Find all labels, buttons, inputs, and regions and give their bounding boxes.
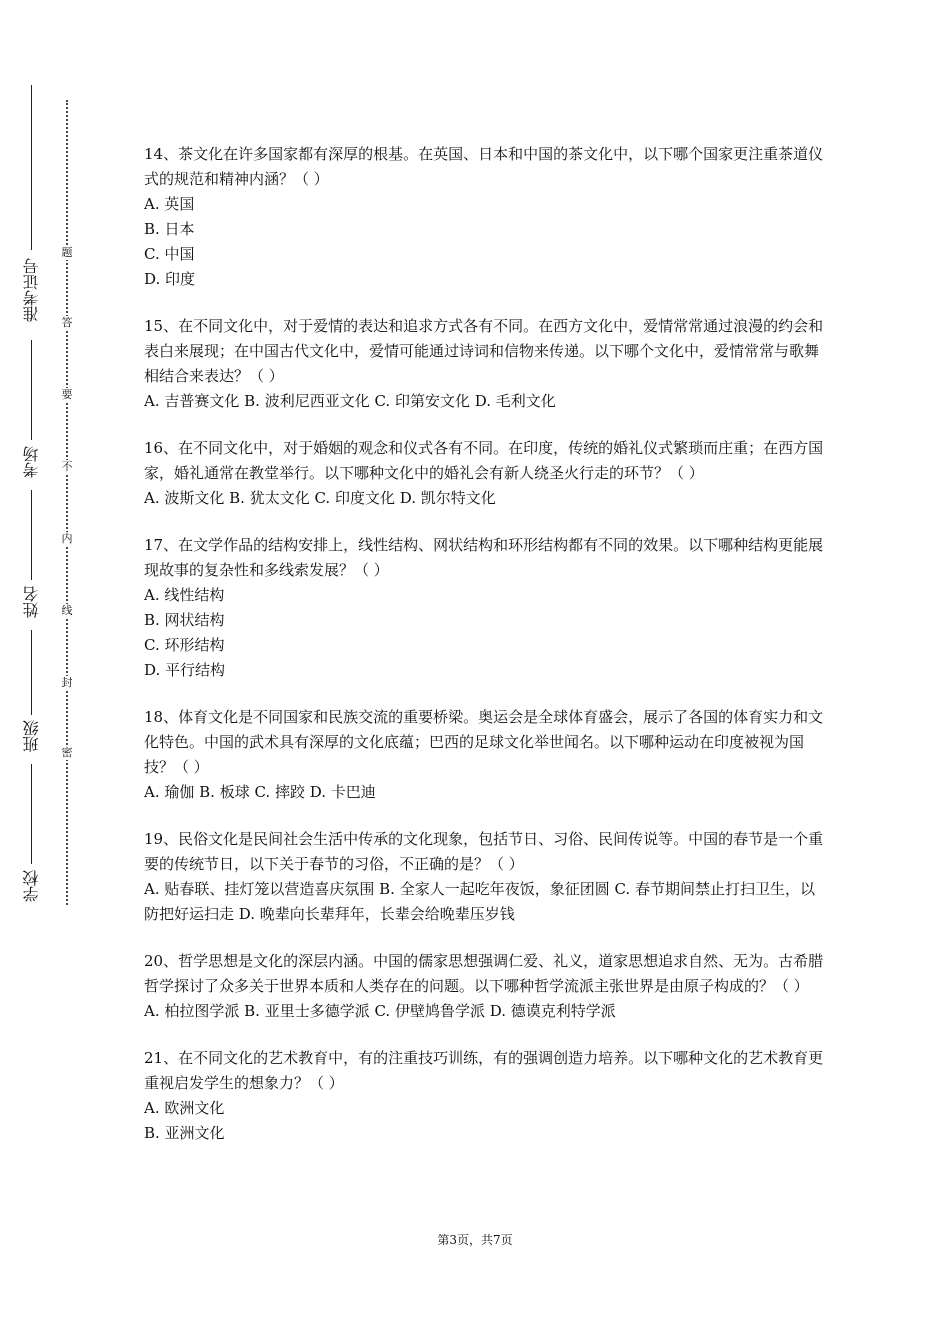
question-21 — [144, 1046, 824, 1146]
seal-char: 题 — [59, 246, 75, 260]
seal-dotted-line — [66, 100, 68, 905]
exam-id-label: 准考证号 — [22, 258, 41, 322]
question-18 — [144, 705, 824, 805]
exam-id-line — [31, 85, 32, 250]
option-a[interactable]: A. 英国 — [144, 195, 195, 213]
option-d[interactable]: D. 平行结构 — [144, 661, 226, 679]
option-b[interactable]: B. 日本 — [144, 220, 195, 238]
seal-char: 要 — [59, 388, 75, 402]
seal-char: 内 — [59, 532, 75, 546]
question-stem: 16、在不同文化中，对于婚姻的观念和仪式各有不同。在印度，传统的婚礼仪式繁琐而庄重；在西方国家，婚礼通常在教堂举行。以下哪种文化中的婚礼会有新人绕圣火行走的环节？（ ） — [144, 439, 824, 482]
options-inline[interactable]: A. 瑜伽 B. 板球 C. 摔跤 D. 卡巴迪 — [144, 783, 376, 801]
options-inline[interactable]: A. 波斯文化 B. 犹太文化 C. 印度文化 D. 凯尔特文化 — [144, 489, 496, 507]
option-a[interactable]: A. 线性结构 — [144, 586, 225, 604]
class-label: 班级 — [22, 720, 41, 752]
question-stem: 21、在不同文化的艺术教育中，有的注重技巧训练，有的强调创造力培养。以下哪种文化的艺术教育更重视启发学生的想象力？（ ） — [144, 1049, 824, 1092]
question-list — [144, 142, 824, 1168]
seal-char: 线 — [59, 604, 75, 618]
page-number: 第3页，共7页 — [437, 1233, 513, 1247]
option-c[interactable]: C. 环形结构 — [144, 636, 225, 654]
option-b[interactable]: B. 网状结构 — [144, 611, 225, 629]
room-label: 考场 — [22, 446, 41, 478]
seal-char: 密 — [59, 746, 75, 760]
question-stem: 14、茶文化在许多国家都有深厚的根基。在英国、日本和中国的茶文化中，以下哪个国家更注重茶道仪式的规范和精神内涵？（ ） — [144, 145, 824, 188]
options-inline[interactable]: A. 吉普赛文化 B. 波利尼西亚文化 C. 印第安文化 D. 毛利文化 — [144, 392, 556, 410]
option-d[interactable]: D. 印度 — [144, 270, 196, 288]
name-line — [31, 490, 32, 580]
question-stem: 20、哲学思想是文化的深层内涵。中国的儒家思想强调仁爱、礼义，道家思想追求自然、无为。古希腊哲学探讨了众多关于世界本质和人类存在的问题。以下哪种哲学流派主张世界是由原子构成的？（ ） — [144, 952, 824, 995]
option-a[interactable]: A. 欧洲文化 — [144, 1099, 225, 1117]
name-label: 姓名 — [22, 586, 41, 618]
option-b[interactable]: B. 亚洲文化 — [144, 1124, 225, 1142]
class-line — [31, 630, 32, 715]
question-stem: 19、民俗文化是民间社会生活中传承的文化现象，包括节日、习俗、民间传说等。中国的春节是一个重要的传统节日，以下关于春节的习俗，不正确的是？（ ） — [144, 830, 824, 873]
question-stem: 17、在文学作品的结构安排上，线性结构、网状结构和环形结构都有不同的效果。以下哪种结构更能展现故事的复杂性和多线索发展？（ ） — [144, 536, 824, 579]
option-c[interactable]: C. 中国 — [144, 245, 195, 263]
question-16 — [144, 436, 824, 511]
seal-char: 不 — [59, 460, 75, 474]
school-label: 学校 — [22, 870, 41, 902]
question-stem: 18、体育文化是不同国家和民族交流的重要桥梁。奥运会是全球体育盛会，展示了各国的体育实力和文化特色。中国的武术具有深厚的文化底蕴；巴西的足球文化举世闻名。以下哪种运动在印度被视为国技？（ ） — [144, 708, 824, 776]
question-15 — [144, 314, 824, 414]
options-inline[interactable]: A. 柏拉图学派 B. 亚里士多德学派 C. 伊壁鸠鲁学派 D. 德谟克利特学派 — [144, 1002, 616, 1020]
question-20 — [144, 949, 824, 1024]
seal-char: 封 — [59, 676, 75, 690]
room-line — [31, 340, 32, 440]
options-inline[interactable]: A. 贴春联、挂灯笼以营造喜庆氛围 B. 全家人一起吃年夜饭，象征团圆 C. 春节期间禁止打扫卫生，以防把好运扫走 D. 晚辈向长辈拜年，长辈会给晚辈压岁钱 — [144, 880, 815, 923]
question-19 — [144, 827, 824, 927]
question-14 — [144, 142, 824, 292]
question-stem: 15、在不同文化中，对于爱情的表达和追求方式各有不同。在西方文化中，爱情常常通过浪漫的约会和表白来展现；在中国古代文化中，爱情可能通过诗词和信物来传递。以下哪个文化中，爱情常常与歌舞相结合来表达？（ ） — [144, 317, 824, 385]
question-17 — [144, 533, 824, 683]
seal-char: 答 — [59, 316, 75, 330]
school-line — [31, 764, 32, 864]
